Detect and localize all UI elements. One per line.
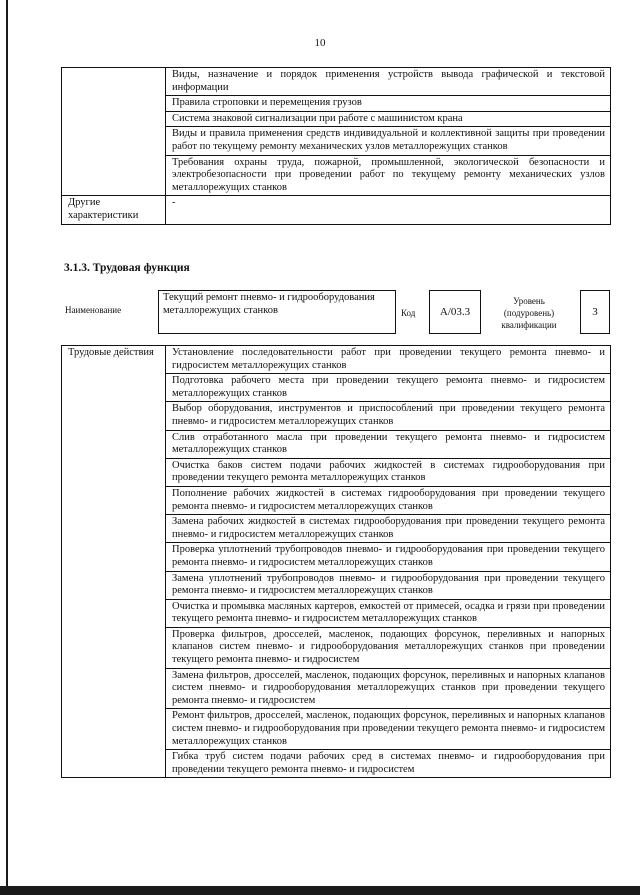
level-value-box: 3 xyxy=(580,290,610,334)
knowledge-table xyxy=(61,67,611,225)
section-title: 3.1.3. Трудовая функция xyxy=(64,262,190,274)
page-number: 10 xyxy=(314,37,326,49)
table-row-other xyxy=(62,196,611,224)
table-row xyxy=(62,68,611,96)
table-cell: Очистка баков систем подачи рабочих жидкостей в системах гидрооборудования при проведении текущего ремонта металлорежущих станков xyxy=(166,458,611,486)
table-cell: Установление последовательности работ при проведении текущего ремонта пневмо- и гидросистем металлорежущих станков xyxy=(166,346,611,374)
table-cell: Очистка и промывка масляных картеров, емкостей от примесей, осадка и грязи при проведении текущего ремонта пневмо- и гидросистем металлорежущих станков xyxy=(166,599,611,627)
table-cell: Система знаковой сигнализации при работе с машинистом крана xyxy=(166,111,611,127)
name-label: Наименование xyxy=(65,305,122,315)
labor-actions-table xyxy=(61,345,611,778)
table-cell: Проверка фильтров, дросселей, масленок, подающих форсунок, переливных и напорных клапанов систем пневмо- и гидрооборудования металлорежущих станков при проведении текущего ремонта пневмо- и гидросистем xyxy=(166,627,611,668)
label-cell-empty xyxy=(62,68,166,196)
scan-bottom-edge xyxy=(0,886,640,895)
level-label: Уровень (подуровень) квалификации xyxy=(501,296,557,330)
table-row xyxy=(62,346,611,374)
other-characteristics-label: Другие характеристики xyxy=(62,196,166,224)
code-label: Код xyxy=(401,308,416,318)
table-cell: Выбор оборудования, инструментов и приспособлений при проведении текущего ремонта пневмо- и гидросистем металлорежущих станков xyxy=(166,402,611,430)
table-cell: Виды и правила применения средств индивидуальной и коллективной защиты при проведении работ по текущему ремонту механических узлов металлорежущих станков xyxy=(166,127,611,155)
table-cell: Замена рабочих жидкостей в системах гидрооборудования при проведении текущего ремонта пневмо- и гидросистем металлорежущих станков xyxy=(166,515,611,543)
function-header xyxy=(61,288,611,336)
table-cell: Виды, назначение и порядок применения устройств вывода графической и текстовой информации xyxy=(166,68,611,96)
table-cell: Подготовка рабочего места при проведении текущего ремонта пневмо- и гидросистем металлорежущих станков xyxy=(166,374,611,402)
other-characteristics-value: - xyxy=(166,196,611,224)
table-cell: Проверка уплотнений трубопроводов пневмо- и гидрооборудования при проведении текущего ремонта пневмо- и гидросистем металлорежущих станков xyxy=(166,543,611,571)
table-cell: Слив отработанного масла при проведении текущего ремонта пневмо- и гидросистем металлорежущих станков xyxy=(166,430,611,458)
table-cell: Пополнение рабочих жидкостей в системах гидрооборудования при проведении текущего ремонта пневмо- и гидросистем металлорежущих станков xyxy=(166,486,611,514)
table-cell: Требования охраны труда, пожарной, промышленной, экологической безопасности и электробезопасности при проведении работ по текущему ремонту механических узлов металлорежущих станков xyxy=(166,155,611,196)
table-cell: Ремонт фильтров, дросселей, масленок, подающих форсунок, переливных и напорных клапанов систем пневмо- и гидрооборудования при проведении текущего ремонта пневмо- и гидросистем металлорежущих станков xyxy=(166,709,611,750)
labor-actions-label: Трудовые действия xyxy=(62,346,166,778)
table-cell: Правила строповки и перемещения грузов xyxy=(166,96,611,112)
table-cell: Замена фильтров, дросселей, масленок, подающих форсунок, переливных и напорных клапанов систем пневмо- и гидрооборудования металлорежущих станков при проведении текущего ремонта пневмо- и гидросистем xyxy=(166,668,611,709)
scan-left-edge xyxy=(6,0,8,895)
name-value-box: Текущий ремонт пневмо- и гидрооборудования металлорежущих станков xyxy=(158,290,396,334)
code-value-box: А/03.3 xyxy=(429,290,481,334)
table-cell: Гибка труб систем подачи рабочих сред в системах пневмо- и гидрооборудования при проведении текущего ремонта пневмо- и гидросистем xyxy=(166,750,611,778)
table-cell: Замена уплотнений трубопроводов пневмо- и гидрооборудования при проведении текущего ремонта пневмо- и гидросистем металлорежущих станков xyxy=(166,571,611,599)
